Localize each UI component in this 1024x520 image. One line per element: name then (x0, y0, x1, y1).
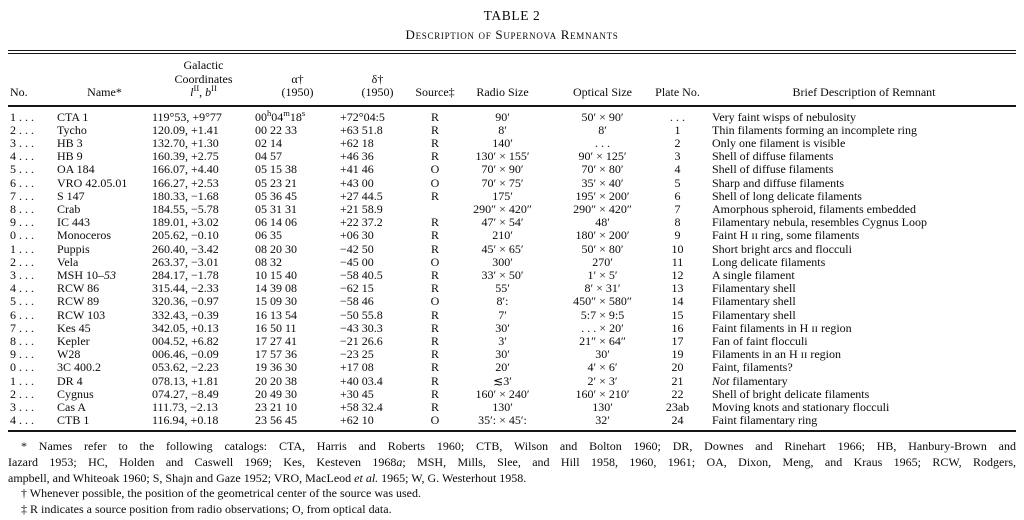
table-row (8, 322, 1016, 335)
cell-dec: −21 26.6 (340, 333, 383, 348)
cell-optical: 5:7 × 9:5 (580, 307, 625, 322)
cell-plate: 17 (671, 333, 684, 348)
cell-optical: 8′ (598, 122, 607, 137)
cell-dec: −42 50 (340, 241, 374, 256)
cell-radio: 7′ (498, 307, 507, 322)
cell-no: 7 . . . (10, 320, 34, 335)
cell-radio: 45′ × 65′ (481, 241, 524, 256)
cell-optical: 48′ (595, 215, 610, 230)
cell-radio: 160′ × 240′ (475, 386, 530, 401)
cell-source: R (430, 320, 439, 335)
cell-name: DR 4 (57, 373, 83, 388)
cell-ra: 20 49 30 (255, 386, 297, 401)
cell-radio: 175′ (492, 188, 513, 203)
cell-desc: A single filament (712, 267, 795, 282)
cell-dec: +27 44.5 (340, 188, 383, 203)
cell-plate: 24 (671, 413, 684, 428)
cell-name: Vela (57, 254, 79, 269)
cell-plate: 13 (671, 281, 684, 296)
cell-plate: 19 (671, 347, 684, 362)
cell-no: 6 . . . (10, 175, 34, 190)
cell-dec: +43 00 (340, 175, 374, 190)
cell-plate: 23ab (665, 399, 690, 414)
cell-radio: 90′ (495, 109, 510, 124)
cell-optical: 2′ × 3′ (587, 373, 618, 388)
cell-ra: 05 31 31 (255, 201, 297, 216)
cell-no: 4 . . . (10, 281, 34, 296)
cell-ra: 19 36 30 (255, 360, 297, 375)
cell-ra: 23 56 45 (255, 413, 297, 428)
table-row (8, 361, 1016, 374)
cell-plate: 9 (674, 228, 681, 243)
cell-desc: Sharp and diffuse filaments (712, 175, 845, 190)
cell-no: 5 . . . (10, 162, 34, 177)
cell-plate: 14 (671, 294, 684, 309)
cell-desc: Shell of bright delicate filaments (712, 386, 870, 401)
cell-ra: 15 09 30 (255, 294, 297, 309)
cell-ra: 06 14 06 (255, 215, 297, 230)
cell-source: O (430, 254, 440, 269)
table-row (8, 106, 1016, 124)
cell-radio: 30′ (495, 347, 510, 362)
cell-source: R (430, 399, 439, 414)
cell-optical: 70′ × 80′ (581, 162, 624, 177)
cell-radio: ≲3′ (493, 373, 512, 388)
cell-ra: 10 15 40 (255, 267, 297, 282)
cell-name: HB 3 (57, 135, 83, 150)
cell-desc: Very faint wisps of nebulosity (712, 109, 856, 124)
cell-coords: 260.40, −3.42 (152, 241, 219, 256)
cell-ra: 00 22 33 (255, 122, 297, 137)
cell-desc: Shell of diffuse filaments (712, 149, 834, 164)
table-row (8, 177, 1016, 190)
col-header-source: Source‡ (415, 54, 455, 106)
cell-radio: 70′ × 75′ (481, 175, 524, 190)
cell-radio: 3′ (498, 333, 507, 348)
cell-name: RCW 103 (57, 307, 106, 322)
cell-no: 3 . . . (10, 399, 34, 414)
cell-name: MSH 10–53 (57, 267, 117, 282)
col-header-dec: δ† (1950) (340, 54, 415, 106)
cell-desc: Shell of diffuse filaments (712, 162, 834, 177)
cell-desc: Filamentary shell (712, 281, 796, 296)
cell-coords: 111.73, −2.13 (152, 399, 218, 414)
cell-coords: 184.55, −5.78 (152, 201, 219, 216)
cell-optical: 30′ (595, 347, 610, 362)
cell-dec: +62 18 (340, 135, 374, 150)
cell-no: 9 . . . (10, 347, 34, 362)
col-header-ra: α† (1950) (255, 54, 340, 106)
cell-dec: +30 45 (340, 386, 374, 401)
cell-optical: 4′ × 6′ (587, 360, 618, 375)
cell-plate: 4 (674, 162, 681, 177)
cell-ra: 02 14 (255, 135, 282, 150)
cell-name: RCW 89 (57, 294, 100, 309)
cell-no: 2 . . . (10, 386, 34, 401)
footnote-star-line-1: * Names refer to the following catalogs: CTA, Harris and Roberts 1960; CTB, Wilson and Bolton 1960; DR, Downes and Rinehart 1966; HB, Hanbury-Brown and (21, 439, 1016, 454)
cell-name: HB 9 (57, 149, 83, 164)
footnote-star-line-3: ampbell, and Whiteoak 1960; S, Shajn and Gaze 1952; VRO, MacLeod et al. 1965; W, G. Westerhout 1958. (8, 470, 527, 485)
cell-source: R (430, 149, 439, 164)
cell-radio: 8′: (496, 294, 509, 309)
table-row (8, 388, 1016, 401)
header-row (8, 54, 1016, 106)
cell-coords: 205.62, −0.10 (152, 228, 219, 243)
table-row (8, 414, 1016, 431)
cell-plate: 3 (674, 149, 681, 164)
cell-name: Cas A (57, 399, 87, 414)
cell-optical: 90′ × 125′ (578, 149, 627, 164)
cell-name: S 147 (57, 188, 85, 203)
table-row (8, 163, 1016, 176)
cell-plate: 5 (674, 175, 681, 190)
cell-optical: . . . × 20′ (581, 320, 624, 335)
cell-name: W28 (57, 347, 81, 362)
cell-name: IC 443 (57, 215, 90, 230)
cell-ra: 08 32 (255, 254, 282, 269)
cell-optical: 160′ × 210′ (575, 386, 630, 401)
cell-coords: 315.44, −2.33 (152, 281, 219, 296)
cell-desc: Filamentary nebula, resembles Cygnus Loop (712, 215, 927, 230)
cell-ra: 16 50 11 (255, 320, 297, 335)
cell-coords: 166.27, +2.53 (152, 175, 219, 190)
cell-plate: 8 (674, 215, 681, 230)
footnote-double-dagger: ‡ R indicates a source position from radio observations; O, from optical data. (21, 501, 392, 516)
cell-optical: 21″ × 64″ (579, 333, 626, 348)
cell-plate: . . . (670, 109, 685, 124)
cell-coords: 006.46, −0.09 (152, 347, 219, 362)
cell-coords: 053.62, −2.23 (152, 360, 219, 375)
cell-desc: Only one filament is visible (712, 135, 846, 150)
table-row (8, 256, 1016, 269)
cell-radio: 130′ × 155′ (475, 149, 530, 164)
cell-optical: 32′ (595, 413, 610, 428)
cell-source: R (430, 215, 439, 230)
cell-coords: 180.33, −1.68 (152, 188, 219, 203)
cell-ra: 00$^h$04$^m$18$^s$ (255, 107, 306, 124)
cell-name: CTA 1 (57, 109, 89, 124)
cell-ra: 06 35 (255, 228, 282, 243)
cell-optical: 130′ (592, 399, 613, 414)
cell-dec: +58 32.4 (340, 399, 383, 414)
cell-no: 4 . . . (10, 413, 34, 428)
cell-name: VRO 42.05.01 (57, 175, 128, 190)
cell-optical: . . . (595, 135, 610, 150)
cell-radio: 140′ (492, 135, 513, 150)
cell-no: 1 . . . (10, 241, 34, 256)
cell-desc: Filaments in an H ɪɪ region (712, 347, 841, 362)
col-header-name: Name* (57, 54, 152, 106)
cell-no: 2 . . . (10, 122, 34, 137)
cell-radio: 290″ × 420″ (473, 201, 532, 216)
cell-no: 3 . . . (10, 135, 34, 150)
cell-source: R (430, 122, 439, 137)
cell-no: 0 . . . (10, 360, 34, 375)
col-header-no: No. (8, 54, 57, 106)
cell-source: O (430, 294, 440, 309)
cell-desc: Filamentary shell (712, 307, 796, 322)
cell-optical: 290″ × 420″ (573, 201, 632, 216)
cell-source: R (430, 241, 439, 256)
col-header-radio: Radio Size (455, 54, 550, 106)
cell-name: Tycho (57, 122, 87, 137)
cell-coords: 320.36, −0.97 (152, 294, 219, 309)
table-row (8, 375, 1016, 388)
cell-source: R (430, 135, 439, 150)
cell-dec: +62 10 (340, 413, 374, 428)
cell-coords: 160.39, +2.75 (152, 149, 219, 164)
cell-dec: +17 08 (340, 360, 374, 375)
col-header-plate: Plate No. (655, 54, 700, 106)
cell-radio: 20′ (495, 360, 510, 375)
cell-desc: Faint H ɪɪ ring, some filaments (712, 228, 860, 243)
cell-dec: −43 30.3 (340, 320, 383, 335)
cell-ra: 05 23 21 (255, 175, 297, 190)
cell-coords: 189.01, +3.02 (152, 215, 219, 230)
table-caption: Description of Supernova Remnants (405, 27, 619, 42)
cell-no: 0 . . . (10, 228, 34, 243)
cell-ra: 16 13 54 (255, 307, 297, 322)
cell-plate: 22 (671, 386, 684, 401)
cell-plate: 12 (671, 267, 684, 282)
cell-dec: −58 40.5 (340, 267, 383, 282)
cell-coords: 166.07, +4.40 (152, 162, 219, 177)
cell-plate: 20 (671, 360, 684, 375)
cell-coords: 119°53, +9°77 (152, 109, 222, 124)
cell-name: Monoceros (57, 228, 111, 243)
cell-plate: 11 (671, 254, 684, 269)
cell-dec: +40 03.4 (340, 373, 383, 388)
cell-radio: 210′ (492, 228, 513, 243)
cell-dec: −45 00 (340, 254, 374, 269)
cell-dec: +22 37.2 (340, 215, 383, 230)
cell-coords: 120.09, +1.41 (152, 122, 219, 137)
cell-source: R (430, 347, 439, 362)
footnote-star-line-2: Iazard 1953; HC, Holden and Caswell 1969; Kes, Kesteven 1968a; MSH, Mills, Slee, and Hill 1958, 1960, 1961; OA, Dixon, Meng, and Kraus 1965; RCW, Rodgers, (8, 454, 1016, 469)
cell-plate: 21 (671, 373, 684, 388)
cell-optical: 50′ × 90′ (581, 109, 624, 124)
table-body (8, 106, 1016, 432)
cell-ra: 17 57 36 (255, 347, 297, 362)
cell-coords: 004.52, +6.82 (152, 333, 219, 348)
cell-source: O (430, 413, 440, 428)
cell-no: 9 . . . (10, 215, 34, 230)
cell-radio: 70′ × 90′ (481, 162, 524, 177)
cell-source: R (430, 267, 439, 282)
table-row (8, 229, 1016, 242)
col-header-optical: Optical Size (550, 54, 655, 106)
cell-no: 3 . . . (10, 267, 34, 282)
table-number-title: TABLE 2 (483, 8, 541, 23)
cell-dec: +21 58.9 (340, 201, 383, 216)
cell-dec: +41 46 (340, 162, 374, 177)
cell-optical: 450″ × 580″ (573, 294, 632, 309)
cell-name: Crab (57, 201, 81, 216)
table-row (8, 243, 1016, 256)
col-header-desc: Brief Description of Remnant (700, 54, 1016, 106)
cell-ra: 05 36 45 (255, 188, 297, 203)
cell-desc: Long delicate filaments (712, 254, 826, 269)
cell-coords: 342.05, +0.13 (152, 320, 219, 335)
cell-optical: 8′ × 31′ (584, 281, 621, 296)
cell-desc: Faint filamentary ring (712, 413, 818, 428)
cell-source: R (430, 360, 439, 375)
cell-coords: 332.43, −0.39 (152, 307, 219, 322)
cell-desc: Shell of long delicate filaments (712, 188, 862, 203)
cell-name: Cygnus (57, 386, 94, 401)
cell-radio: 35′: × 45′: (478, 413, 527, 428)
cell-optical: 50′ × 80′ (581, 241, 624, 256)
cell-no: 7 . . . (10, 188, 34, 203)
cell-optical: 195′ × 200′ (575, 188, 630, 203)
cell-radio: 47′ × 54′ (481, 215, 524, 230)
cell-source: R (430, 228, 439, 243)
cell-desc: Fan of faint flocculi (712, 333, 808, 348)
cell-source: R (430, 386, 439, 401)
cell-ra: 04 57 (255, 149, 282, 164)
cell-name: OA 184 (57, 162, 95, 177)
footnotes (8, 439, 1016, 517)
cell-desc: Short bright arcs and flocculi (712, 241, 852, 256)
cell-no: 4 . . . (10, 149, 34, 164)
cell-ra: 20 20 38 (255, 373, 297, 388)
cell-source: R (430, 281, 439, 296)
cell-plate: 10 (671, 241, 684, 256)
cell-plate: 16 (671, 320, 684, 335)
cell-dec: +46 36 (340, 149, 374, 164)
cell-name: 3C 400.2 (57, 360, 102, 375)
cell-ra: 23 21 10 (255, 399, 297, 414)
cell-coords: 074.27, −8.49 (152, 386, 219, 401)
cell-source: R (430, 333, 439, 348)
cell-dec: −58 46 (340, 294, 374, 309)
table-row (8, 295, 1016, 308)
table-row (8, 190, 1016, 203)
cell-radio: 8′ (498, 122, 507, 137)
cell-optical: 1′ × 5′ (587, 267, 618, 282)
table-row (8, 309, 1016, 322)
cell-coords: 116.94, +0.18 (152, 413, 219, 428)
cell-desc: Moving knots and stationary flocculi (712, 399, 890, 414)
cell-no: 5 . . . (10, 294, 34, 309)
cell-name: RCW 86 (57, 281, 100, 296)
cell-desc: Thin filaments forming an incomplete ring (712, 122, 917, 137)
table-header (8, 54, 1016, 106)
cell-radio: 30′ (495, 320, 510, 335)
cell-no: 1 . . . (10, 373, 34, 388)
cell-source: R (430, 373, 439, 388)
cell-radio: 33′ × 50′ (481, 267, 524, 282)
cell-source: O (430, 162, 440, 177)
cell-coords: 263.37, −3.01 (152, 254, 219, 269)
cell-name: CTB 1 (57, 413, 90, 428)
cell-radio: 300′ (492, 254, 513, 269)
cell-optical: 180′ × 200′ (575, 228, 630, 243)
cell-desc: Not filamentary (712, 373, 788, 388)
cell-desc: Filamentary shell (712, 294, 796, 309)
cell-plate: 2 (674, 135, 681, 150)
cell-coords: 132.70, +1.30 (152, 135, 219, 150)
cell-ra: 05 15 38 (255, 162, 297, 177)
cell-desc: Faint, filaments? (712, 360, 793, 375)
cell-ra: 08 20 30 (255, 241, 297, 256)
cell-source: R (430, 307, 439, 322)
cell-no: 8 . . . (10, 201, 34, 216)
cell-dec: +72°04:5 (340, 109, 385, 124)
cell-desc: Faint filaments in H ɪɪ region (712, 320, 852, 335)
cell-ra: 17 27 41 (255, 333, 297, 348)
cell-no: 8 . . . (10, 333, 34, 348)
cell-dec: −62 15 (340, 281, 374, 296)
cell-plate: 7 (674, 201, 681, 216)
cell-coords: 078.13, +1.81 (152, 373, 219, 388)
cell-name: Puppis (57, 241, 90, 256)
cell-no: 6 . . . (10, 307, 34, 322)
cell-source: O (430, 175, 440, 190)
cell-optical: 270′ (592, 254, 613, 269)
snr-table (8, 54, 1016, 432)
col-header-coords: Galactic Coordinates $l^{II}$, $b^{II}$ (152, 54, 255, 106)
cell-ra: 14 39 08 (255, 281, 297, 296)
cell-dec: −50 55.8 (340, 307, 383, 322)
footnote-dagger: † Whenever possible, the position of the geometrical center of the source was used. (21, 486, 421, 501)
cell-name: Kes 45 (57, 320, 91, 335)
cell-no: 2 . . . (10, 254, 34, 269)
cell-plate: 15 (671, 307, 684, 322)
cell-desc: Amorphous spheroid, filaments embedded (712, 201, 916, 216)
cell-coords: 284.17, −1.78 (152, 267, 219, 282)
cell-dec: +63 51.8 (340, 122, 383, 137)
table-row (8, 124, 1016, 137)
cell-name: Kepler (57, 333, 90, 348)
cell-optical: 35′ × 40′ (581, 175, 624, 190)
cell-source: R (430, 188, 439, 203)
cell-radio: 130′ (492, 399, 513, 414)
cell-plate: 6 (674, 188, 681, 203)
cell-plate: 1 (674, 122, 681, 137)
cell-source: R (430, 109, 439, 124)
cell-dec: +06 30 (340, 228, 374, 243)
cell-no: 1 . . . (10, 109, 34, 124)
cell-radio: 55′ (495, 281, 510, 296)
cell-dec: −23 25 (340, 347, 374, 362)
